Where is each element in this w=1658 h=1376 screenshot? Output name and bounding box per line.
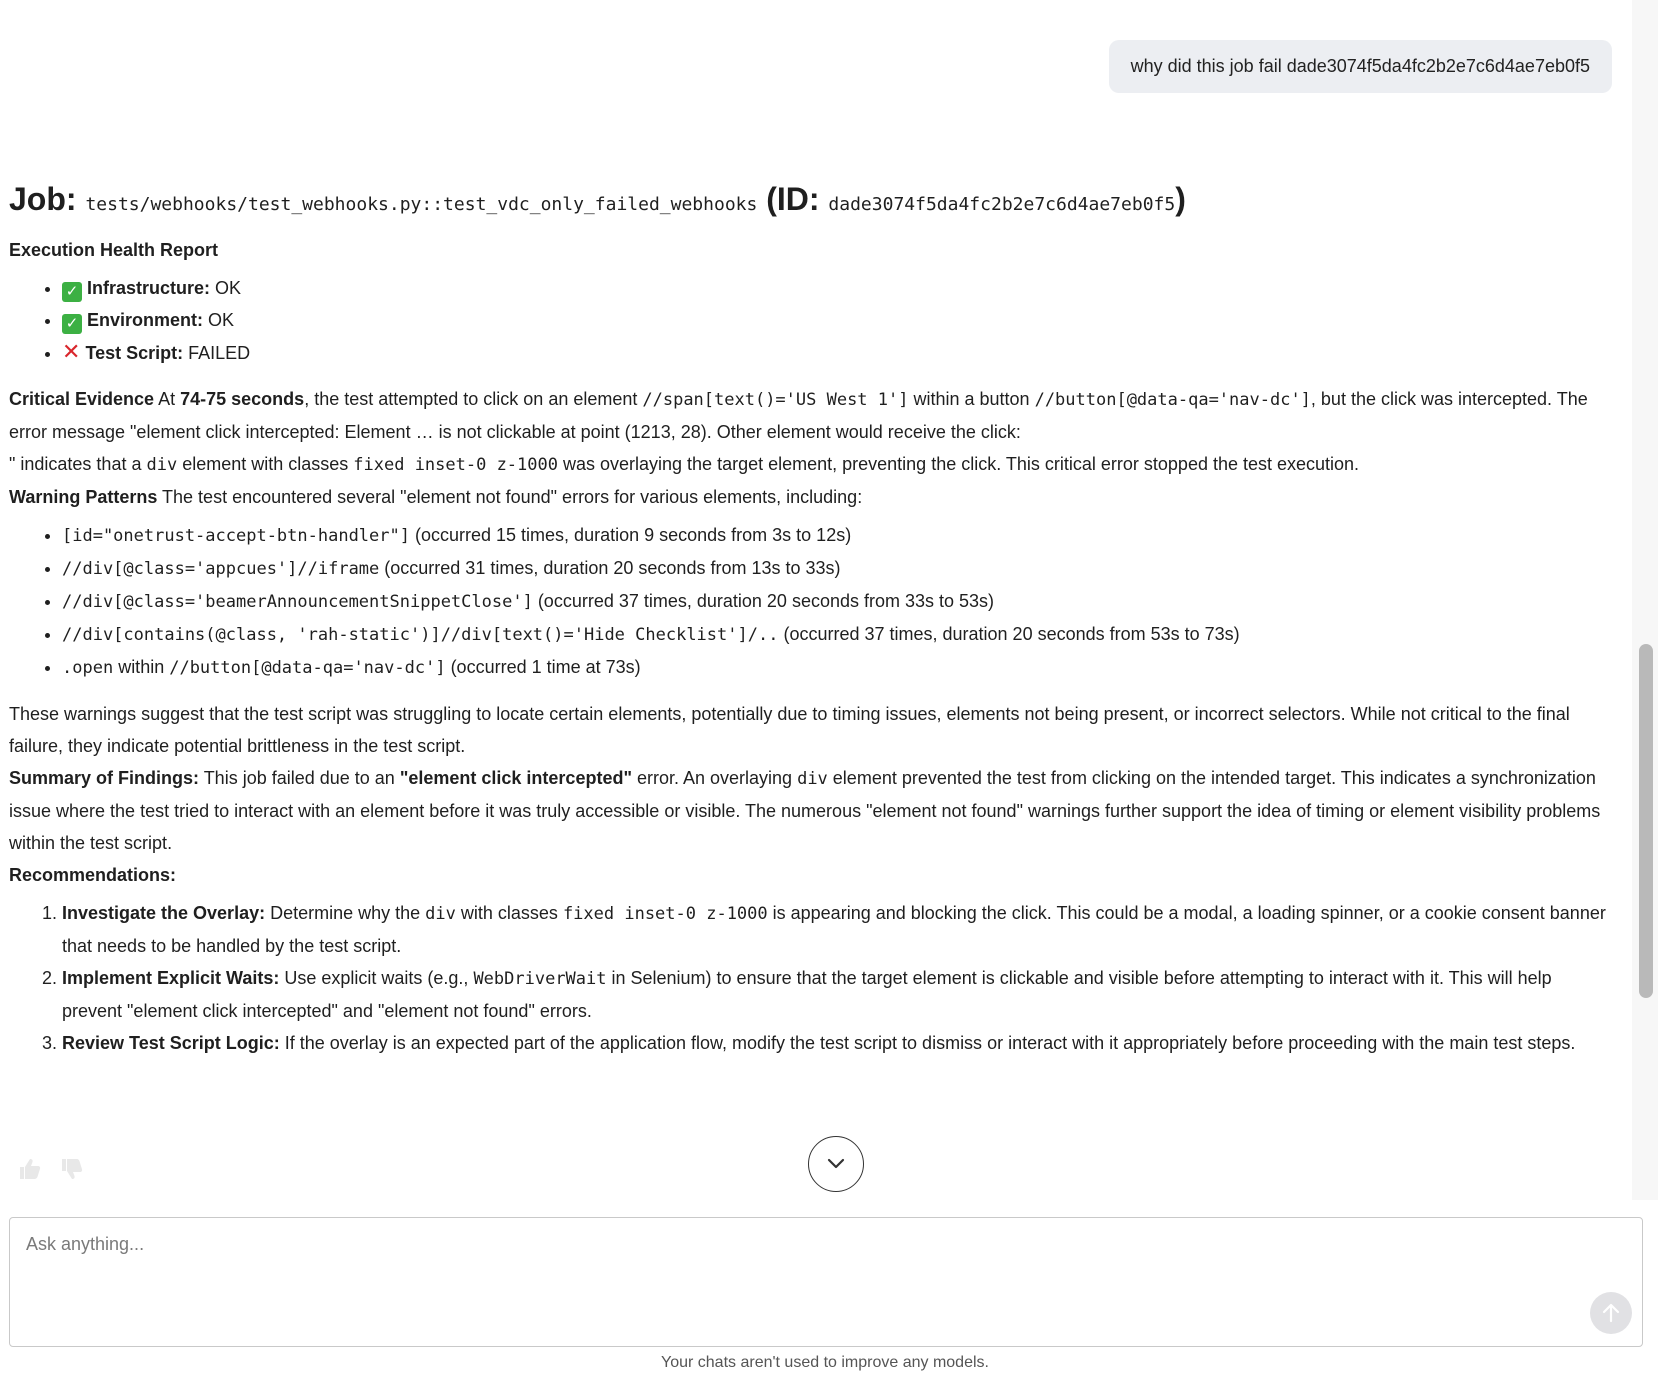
job-id: dade3074f5da4fc2b2e7c6d4ae7eb0f5: [828, 194, 1176, 215]
text: within: [113, 657, 170, 677]
text: within a button: [908, 389, 1035, 409]
code-span: div: [797, 769, 828, 789]
privacy-note: Your chats aren't used to improve any models.: [661, 1354, 989, 1371]
code-span: fixed inset-0 z-1000: [353, 455, 558, 475]
list-item: [62, 519, 1614, 552]
warning-outro: These warnings suggest that the test script was struggling to locate certain elements, potentially due to timing issues, elements not being present, or incorrect selectors. While not critical to the final failure, they indicate potential brittleness in the test script.: [9, 704, 1570, 756]
job-id-close: ): [1175, 181, 1186, 217]
summary-of-findings: [9, 762, 1614, 859]
message-input[interactable]: [10, 1218, 1642, 1346]
list-item: [62, 1027, 1614, 1059]
critical-time: 74-75 seconds: [180, 389, 305, 409]
text: (occurred 37 times, duration 20 seconds from 33s to 53s): [532, 591, 995, 611]
summary-heading: Summary of Findings:: [9, 768, 200, 788]
text: Determine why the: [265, 903, 426, 923]
send-button[interactable]: [1590, 1292, 1632, 1334]
code-span: fixed inset-0 z-1000: [562, 904, 768, 924]
recommendation-title: Review Test Script Logic:: [62, 1033, 280, 1053]
health-list: [9, 272, 1614, 369]
text: in Selenium) to ensure that the target element is clickable and visible before attempting to interact with it. This will help prevent "element click intercepted" and "element not found" errors.: [62, 968, 1552, 1021]
text: , the test attempted to click on an element: [304, 389, 643, 409]
code-span: //span[text()='US West 1']: [642, 390, 909, 410]
text: was overlaying the target element, preventing the click. This critical error stopped the test execution.: [557, 454, 1360, 474]
code-span: div: [146, 455, 178, 475]
health-heading: Execution Health Report: [9, 240, 219, 260]
thumbs-up-icon[interactable]: [18, 1158, 42, 1180]
feedback-buttons: [18, 1158, 84, 1180]
code-span: [id="onetrust-accept-btn-handler"]: [62, 526, 410, 546]
recommendations-heading: Recommendations:: [9, 865, 177, 885]
text: If the overlay is an expected part of the application flow, modify the test script to dismiss or interact with it appropriately before proceeding with the main test steps.: [279, 1033, 1576, 1053]
text: (occurred 31 times, duration 20 seconds from 13s to 33s): [379, 558, 841, 578]
warning-heading: Warning Patterns: [9, 487, 158, 507]
user-message: why did this job fail dade3074f5da4fc2b2e7c6d4ae7eb0f5: [1109, 40, 1612, 93]
job-id-open: (ID:: [766, 181, 820, 217]
list-item: [62, 897, 1614, 962]
summary-bold: "element click intercepted": [399, 768, 632, 788]
warning-list: [9, 519, 1614, 684]
assistant-answer: [9, 176, 1614, 1069]
warning-patterns: [9, 481, 1614, 513]
job-label: Job:: [9, 181, 77, 217]
code-span: //div[contains(@class, 'rah-static')]//div[text()='Hide Checklist']/..: [62, 625, 779, 645]
health-item-value: OK: [215, 278, 242, 298]
scrollbar-thumb[interactable]: [1639, 644, 1653, 998]
text: (occurred 15 times, duration 9 seconds from 3s to 12s): [410, 525, 852, 545]
text: Use explicit waits (e.g.,: [279, 968, 474, 988]
job-path: tests/webhooks/test_webhooks.py::test_vdc_only_failed_webhooks: [85, 194, 758, 215]
health-item-value: OK: [208, 310, 235, 330]
cross-mark-icon: ✕: [62, 339, 81, 364]
check-mark-icon: ✓: [62, 282, 82, 302]
text: element with classes: [177, 454, 354, 474]
health-item-label: Infrastructure:: [87, 278, 211, 298]
recommendations-list: [9, 897, 1614, 1059]
text: element prevented the test from clicking on the intended target. This indicates a synchronization issue where the test tried to interact with an element before it was truly accessible or visible. The numerous "element not found" warnings further support the idea of timing or element visibility problems within the test script.: [9, 768, 1601, 853]
recommendation-title: Investigate the Overlay:: [62, 903, 266, 923]
health-item-value: FAILED: [188, 343, 251, 363]
message-composer: [9, 1217, 1643, 1347]
code-span: //div[@class='appcues']//iframe: [62, 559, 380, 579]
scrollbar-track[interactable]: [1632, 0, 1658, 1200]
list-item: [62, 962, 1614, 1027]
list-item: [62, 618, 1614, 651]
code-span: //div[@class='beamerAnnouncementSnippetClose']: [62, 592, 533, 612]
code-span: //button[@data-qa='nav-dc']: [1034, 390, 1311, 410]
code-span: div: [425, 904, 456, 924]
text: error. An overlaying: [631, 768, 798, 788]
code-span: .open: [62, 658, 114, 678]
check-mark-icon: ✓: [62, 314, 82, 334]
recommendation-title: Implement Explicit Waits:: [62, 968, 280, 988]
chevron-down-icon: [827, 1158, 845, 1170]
critical-evidence: [9, 383, 1614, 481]
text: (occurred 1 time at 73s): [445, 657, 641, 677]
text: This job failed due to an: [199, 768, 400, 788]
job-title: [9, 176, 1614, 228]
health-item-label: Environment:: [87, 310, 204, 330]
text: is appearing and blocking the click. This could be a modal, a loading spinner, or a cookie consent banner that needs to be handled by the test script.: [62, 903, 1606, 956]
text: " indicates that a: [9, 454, 147, 474]
list-item: [62, 651, 1614, 684]
health-item: [62, 304, 1614, 336]
text: (occurred 37 times, duration 20 seconds from 53s to 73s): [778, 624, 1240, 644]
health-item: [62, 336, 1614, 369]
health-item-label: Test Script:: [85, 343, 184, 363]
thumbs-down-icon[interactable]: [60, 1158, 84, 1180]
text: , but the click was intercepted. The error message "element click intercepted: Element … is not clickable at point (1213, 28). Other element would receive the click:: [9, 389, 1588, 442]
code-span: //button[@data-qa='nav-dc']: [169, 658, 446, 678]
list-item: [62, 585, 1614, 618]
critical-heading: Critical Evidence: [9, 389, 155, 409]
text: At: [158, 389, 181, 409]
text: with classes: [455, 903, 563, 923]
arrow-up-icon: [1602, 1303, 1620, 1323]
scroll-to-bottom-button[interactable]: [808, 1136, 864, 1192]
code-span: WebDriverWait: [473, 969, 607, 989]
text: The test encountered several "element not found" errors for various elements, including:: [157, 487, 863, 507]
list-item: [62, 552, 1614, 585]
health-item: [62, 272, 1614, 304]
